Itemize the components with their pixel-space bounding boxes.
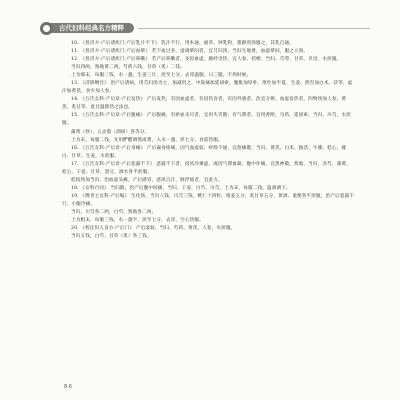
paragraph: 11. 《普济方·产后诸疾门·产后血晕》 若下血过多，虚竭晕闷者，宜芎归汤，当归生地黄，血虚晕闷，服之立效。 bbox=[71, 49, 309, 55]
text-body bbox=[62, 40, 354, 375]
paragraph: 当归五钱，白芍、甘草（炙）各三钱。 bbox=[71, 234, 152, 240]
paragraph: 上为细末，每服三钱，水一盏，生姜三片，煎至七分，去滓温服，日三服，不拘时候。 bbox=[71, 73, 252, 79]
paragraph: 上为粗末，每服三钱，水一盏半，煎至七分，去滓，空心热服。 bbox=[71, 218, 204, 224]
paragraph: 蒲黄（炒）、五灵脂（酒研）各等分。 bbox=[71, 129, 150, 135]
paragraph: 18. 《女科百问》 当归散，治产后腹中绞痛，当归、干姜、白芍、川芎，上为末，每服二钱，温酒调下。 bbox=[71, 185, 291, 191]
paragraph: 10. 《普济方·产后诸疾门·产后乳汁不下》 乳汁不行，用木通、通草、钟乳粉，猪蹄煎汤服之，其乳自通。 bbox=[71, 41, 294, 46]
paragraph: 19. 《傅青主女科·产后编》 生化汤，当归八钱，川芎三钱，桃仁十四粒，炮姜五分，炙甘草五分，黄酒、童便各半煎服，治产后恶露不行，小腹冷痛。 bbox=[62, 193, 354, 207]
paragraph: 12. 《普济方·产后诸疾门·产后咳嗽》 若产后咳嗽者，多因血虚，肺经受热，宜人参、桔梗、当归、芎䓖、甘草、贝母，水煎服。 bbox=[71, 57, 342, 63]
paragraph: 上为末，每服二钱，先用酽醋调熬成膏，入水一盏，煎七分，食前热服。 bbox=[71, 137, 223, 143]
paragraph: 当归、川芎各二两，白芍、熟地各二两。 bbox=[71, 209, 157, 215]
paragraph: 13. 《济阴纲目》 治产后诸病，用芎归汤为主，加减用之，中脘痛加延胡索，腹胀加厚朴，呕吐加半夏、生姜，泄泻加白术、茯苓，虚汗加黄芪，食少加人参。 bbox=[62, 81, 353, 95]
header-rule bbox=[138, 28, 370, 29]
paragraph: 14. 《万氏女科·产后章·产后发热》 产后发热，有因血虚者，有因伤食者，有因外感者，治宜分辨。血虚发热者，四物汤加人参、黄芪、炙甘草，此甘温除热之法也。 bbox=[62, 97, 347, 111]
paragraph: 20. 《校注妇人良方·产后门》 产后虚弱，当归、芍药、黄芪、人参，水煎服。 bbox=[71, 226, 236, 232]
paragraph: 16. 《万氏女科·产后章·产后身痛》 产后遍身疼痛，因气血虚弱，经络不通，宜趁痛散，当归、黄芪、白术、独活、牛膝、桂心、薤白、甘草、生姜，水煎服。 bbox=[62, 145, 347, 159]
paragraph: 17. 《万氏女科·产后章·产后恶露不下》 恶露不下者，因风冷乘虚，或因气滞血凝，腹中作痛，宜黑神散，熟地、当归、赤芍、蒲黄、桂心、干姜、甘草、黑豆，酒水各半煎服。 bbox=[62, 161, 351, 175]
page-number: 8·6 bbox=[64, 384, 72, 390]
paragraph: 当归四两，熟地黄二两，芍药六钱，甘草（炙）二钱。 bbox=[71, 65, 185, 71]
book-title-banner: 古代妇科经典名方精粹 bbox=[49, 23, 134, 33]
paragraph: 15. 《万氏女科·产后章·产后腹痛》 产后腹痛，有瘀血未尽者，宜用失笑散；有气滞者，宜用香附、乌药、延胡索、当归、川芎，水煎服。 bbox=[62, 113, 351, 127]
logo-disc-icon bbox=[40, 22, 53, 35]
paragraph: 桂枝汤加当归，治血虚头痛，产后感冒，恶风自汗，脉浮缓者，宜此方。 bbox=[71, 177, 223, 183]
page-header bbox=[40, 20, 370, 36]
